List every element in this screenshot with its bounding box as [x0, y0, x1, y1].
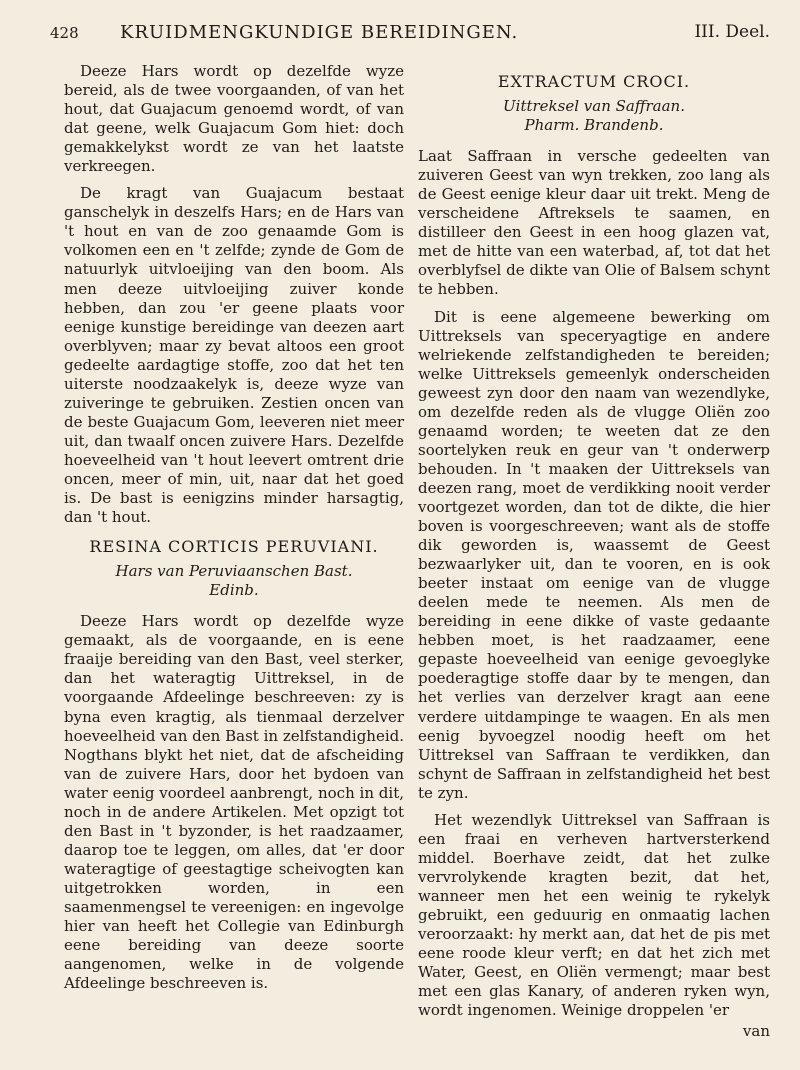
- section-source: Edinb.: [209, 581, 259, 600]
- paragraph: Het wezendlyk Uittreksel van Saffraan is een fraai en verheven hartversterkend middel. Boerhave zeidt, dat het zulke vervrolykende kragten bezit, dat het, wanneer men het een weinig te rykelyk gebruikt, een geduurig en onmaatig lachen veroorzaakt: hy merkt aan, dat het de pis met eene roode kleur verft; en dat het zich met Water, Geest, en Oliën vermengt; maar best met een glas Kanary, of anderen ryken wyn, wordt ingenomen. Weinige droppelen 'er: [418, 810, 770, 1020]
- paragraph: Deeze Hars wordt op dezelfde wyze bereid, als de twee voorgaanden, of van het hout, dat Guajacum genoemd wordt, of van dat geene, welk Guajacum Gom hiet: doch gemakkelykst wordt ze van het laatste verkreegen.: [64, 62, 404, 176]
- catchword: van: [742, 1022, 770, 1041]
- section-subtitle: Hars van Peruviaanschen Bast.: [115, 562, 353, 581]
- paragraph: De kragt van Guajacum bestaat ganschelyk in deszelfs Hars; en de Hars van 't hout en van de zoo genaamde Gom is volkomen een en 't zelfde; zynde de Gom de natuurlyk uitvloeijing van den boom. Als men deeze uitvloeijing zuiver konde hebben, dan zou 'er geene plaats voor eenige kunstige bereidinge van deezen aart overblyven; maar zy bevat altoos een groot gedeelte aardagtige stoffe, zoo dat het ten uiterste noodzaakelyk is, deeze wyze van zuiveringe te gebruiken. Zestien oncen van de beste Guajacum Gom, leeveren niet meer uit, dan twaalf oncen zuivere Hars. Dezelfde hoeveelheid van 't hout leevert omtrent drie oncen, meer of min, uit, naar dat het goed is. De bast is eenigzins minder harsagtig, dan 't hout.: [64, 184, 404, 527]
- section-label: III. Deel.: [694, 22, 770, 42]
- paragraph: Dit is eene algemeene bewerking om Uittreksels van speceryagtige en andere welriekende zelfstandigheden te bereiden; welke Uittreksels gemeenlyk onderscheiden geweest zyn door den naam van wezendlyke, om dezelfde reden als de vlugge Oliën zoo genaamd worden; te weeten dat ze den soortelyken reuk en geur van 't onderwerp behouden. In 't maaken der Uittreksels van deezen rang, moet de verdikking nooit verder voortgezet worden, dan tot de dikte, die hier boven is voorgeschreeven; want als de stoffe dik geworden is, waassemt de Geest bezwaarlyker uit, dan te vooren, en is ook beeter instaat om eenige van de vlugge deelen mede te neemen. Als men de bereiding in eene dikke of vaste gedaante hebben moet, is het raadzaamer, eene gepaste hoeveelheid van eenige gevoeglyke poederagtige stoffe daar by te mengen, dan het verlies van derzelver kragt aan eene verdere uitdampinge te waagen. En als men eenig byvoegzel noodig heeft om het Uittreksel van Saffraan te verdikken, dan schynt de Saffraan in zelfstandigheid het best te zyn.: [418, 307, 770, 802]
- page-number: 428: [50, 24, 79, 42]
- section-heading: RESINA CORTICIS PERUVIANI.: [89, 537, 379, 557]
- section-subtitle: Uittreksel van Saffraan.: [503, 97, 685, 116]
- left-column: [64, 62, 404, 1001]
- section-source: Pharm. Brandenb.: [524, 116, 664, 135]
- paragraph: Deeze Hars wordt op dezelfde wyze gemaakt, als de voorgaande, en is eene fraaije bereiding van den Bast, veel sterker, dan het wateragtig Uittreksel, in de voorgaande Afdeelinge beschreeven: zy is byna even kragtig, als tienmaal derzelver hoeveelheid van den Bast in zelfstandigheid. Nogthans blykt het niet, dat de afscheiding van de zuivere Hars, door het bydoen van water eenig voordeel aanbrengt, noch in dit, noch in de andere Artikelen. Met opzigt tot den Bast in 't byzonder, is het raadzaamer, daarop toe te leggen, om alles, dat 'er door wateragtige of geestagtige scheivogten kan uitgetrokken worden, in een saamenmengsel te vereenigen: en ingevolge hier van heeft het Collegie van Edinburgh eene bereiding van deeze soorte aangenomen, welke in de volgende Afdeelinge beschreeven is.: [64, 612, 404, 993]
- page-header: [50, 14, 770, 44]
- running-title: KRUIDMENGKUNDIGE BEREIDINGEN.: [120, 22, 519, 43]
- section-heading: EXTRACTUM CROCI.: [497, 72, 691, 91]
- right-column: [418, 62, 770, 1041]
- paragraph: Laat Saffraan in versche gedeelten van zuiveren Geest van wyn trekken, zoo lang als de Geest eenige kleur daar uit trekt. Meng de verscheidene Aftreksels te saamen, en distilleer den Geest in een hoog glazen vat, met de hitte van een waterbad, af, tot dat het overblyfsel de dikte van Olie of Balsem schynt te hebben.: [418, 147, 770, 299]
